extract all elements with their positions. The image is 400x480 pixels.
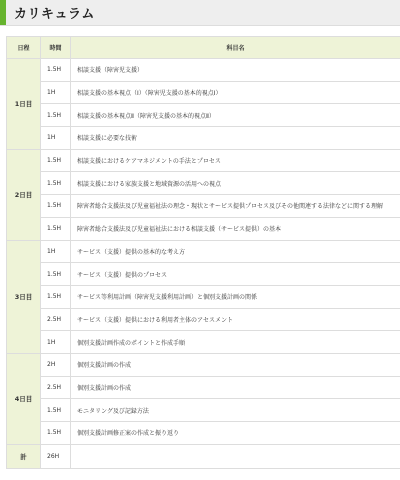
subject-cell: 相談支援の基本視点（Ⅰ）（障害児支援の基本的視点Ⅰ）: [71, 81, 400, 104]
time-cell: 1.5H: [41, 172, 71, 195]
subject-cell: 相談支援における家族支援と地域資源の活用への視点: [71, 172, 400, 195]
time-cell: 2H: [41, 353, 71, 376]
table-row: [7, 172, 400, 195]
column-header-time: 時間: [41, 37, 71, 59]
time-cell: 2.5H: [41, 376, 71, 399]
time-cell: 1.5H: [41, 285, 71, 308]
subject-cell: サービス（支援）提供における利用者主体のアセスメント: [71, 308, 400, 331]
subject-cell: 相談支援の基本視点Ⅱ（障害児支援の基本的視点Ⅱ）: [71, 104, 400, 127]
subject-cell: 個別支援計画作成のポイントと作成手順: [71, 331, 400, 354]
day-cell: 4日目: [7, 353, 41, 444]
total-label: 計: [7, 444, 41, 468]
time-cell: 1H: [41, 81, 71, 104]
table-row: [7, 149, 400, 172]
table-row: [7, 285, 400, 308]
subject-cell: サービス（支援）提供のプロセス: [71, 263, 400, 286]
subject-cell: 相談支援（障害児支援）: [71, 59, 400, 82]
time-cell: 1.5H: [41, 104, 71, 127]
table-row: [7, 399, 400, 422]
table-row: [7, 127, 400, 150]
total-row: [7, 444, 400, 468]
column-header-day: 日程: [7, 37, 41, 59]
subject-cell: 個別支援計画の作成: [71, 353, 400, 376]
time-cell: 1.5H: [41, 195, 71, 218]
subject-cell: 障害者総合支援法及び児童福祉法の理念・現状とサービス提供プロセス及びその他関連する法律などに関する理解: [71, 195, 400, 218]
table-row: [7, 308, 400, 331]
total-time: 26H: [41, 444, 71, 468]
time-cell: 1.5H: [41, 422, 71, 445]
table-body: [7, 59, 400, 469]
subject-cell: 相談支援に必要な技術: [71, 127, 400, 150]
subject-cell: モニタリング及び記録方法: [71, 399, 400, 422]
day-cell: 3日目: [7, 240, 41, 353]
column-header-subject: 科目名: [71, 37, 400, 59]
subject-cell: 個別支援計画修正案の作成と振り返り: [71, 422, 400, 445]
table-row: [7, 376, 400, 399]
time-cell: 1.5H: [41, 59, 71, 82]
time-cell: 1.5H: [41, 217, 71, 240]
day-cell: 2日目: [7, 149, 41, 240]
time-cell: 1H: [41, 127, 71, 150]
time-cell: 1.5H: [41, 263, 71, 286]
subject-cell: 障害者総合支援法及び児童福祉法における相談支援（サービス提供）の基本: [71, 217, 400, 240]
table-row: [7, 59, 400, 82]
time-cell: 1H: [41, 331, 71, 354]
day-cell: 1日目: [7, 59, 41, 150]
table-row: [7, 422, 400, 445]
section-title: カリキュラム: [14, 7, 95, 22]
table-row: [7, 195, 400, 218]
table-row: [7, 353, 400, 376]
table-row: [7, 104, 400, 127]
subject-cell: 相談支援におけるケアマネジメントの手法とプロセス: [71, 149, 400, 172]
section-header: [0, 0, 400, 26]
time-cell: 2.5H: [41, 308, 71, 331]
time-cell: 1.5H: [41, 149, 71, 172]
total-subject: [71, 444, 400, 468]
table-row: [7, 331, 400, 354]
header-accent-bar: [0, 0, 6, 25]
subject-cell: 個別支援計画の作成: [71, 376, 400, 399]
subject-cell: サービス等利用計画（障害児支援利用計画）と個別支援計画の関係: [71, 285, 400, 308]
time-cell: 1H: [41, 240, 71, 263]
table-row: [7, 81, 400, 104]
table-row: [7, 240, 400, 263]
curriculum-table: [6, 36, 400, 469]
table-row: [7, 263, 400, 286]
table-header-row: [7, 37, 400, 59]
time-cell: 1.5H: [41, 399, 71, 422]
table-row: [7, 217, 400, 240]
subject-cell: サービス（支援）提供の基本的な考え方: [71, 240, 400, 263]
